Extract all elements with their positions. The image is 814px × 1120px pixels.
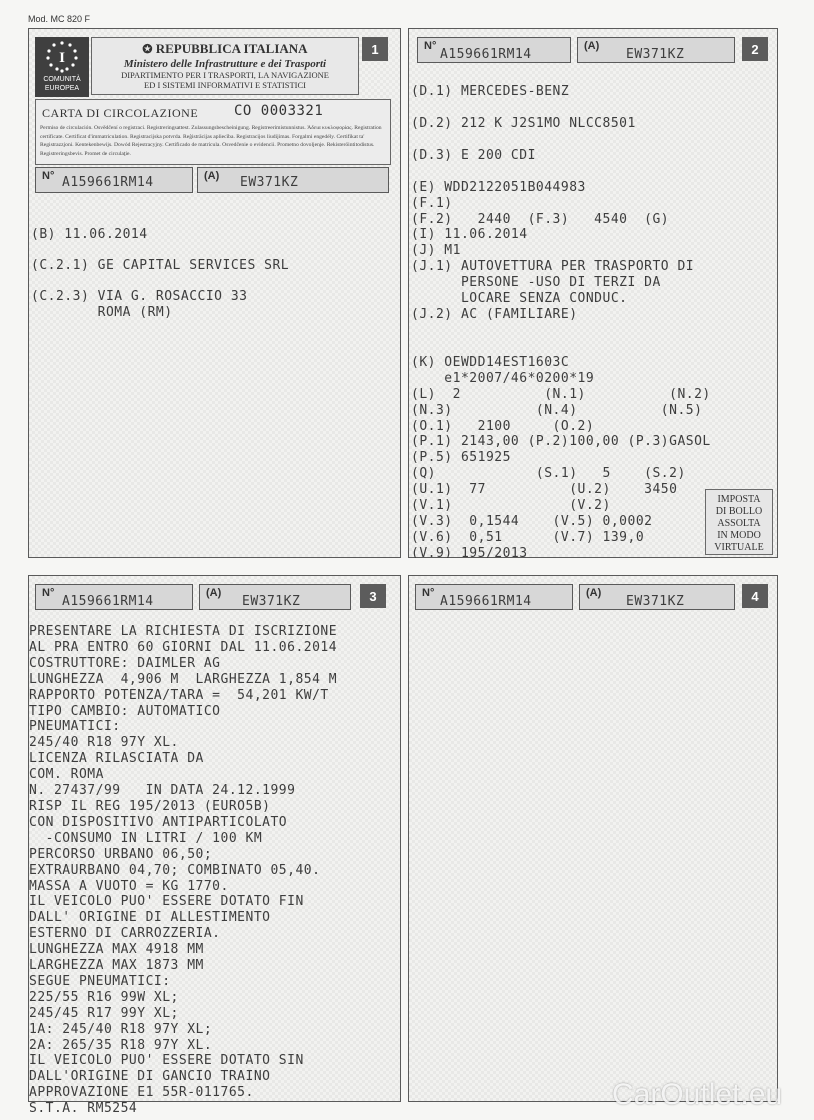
note-line: CON DISPOSITIVO ANTIPARTICOLATO xyxy=(29,814,288,830)
field-line: (V.3) 0,1544 (V.5) 0,0002 xyxy=(411,513,653,529)
field-line: (P.1) 2143,00 (P.2)100,00 (P.3)GASOL xyxy=(411,434,711,450)
note-line: ESTERNO DI CARROZZERIA. xyxy=(29,926,221,942)
panel-number-badge: 4 xyxy=(742,584,768,608)
model-label: Mod. MC 820 F xyxy=(28,14,91,24)
plate-label: (A) xyxy=(586,587,602,599)
note-line: IL VEICOLO PUO' ESSERE DOTATO SIN xyxy=(29,1053,304,1069)
field-line: (P.5) 651925 xyxy=(411,450,511,466)
field-line: (D.1) MERCEDES-BENZ xyxy=(411,84,570,99)
registration-number: A159661RM14 xyxy=(440,594,532,609)
document-number: CO 0003321 xyxy=(234,103,324,119)
registration-number: A159661RM14 xyxy=(62,594,154,609)
field-line: (I) 11.06.2014 xyxy=(411,227,528,243)
field-line: (V.9) 195/2013 xyxy=(411,545,528,558)
registration-number-box xyxy=(415,584,573,610)
note-line: DALL'ORIGINE DI GANCIO TRAINO xyxy=(29,1069,271,1085)
note-line: 225/55 R16 99W XL; xyxy=(29,989,179,1005)
field-line: (C.2.3) VIA G. ROSACCIO 33 xyxy=(31,288,248,304)
department-line-2: ED I SISTEMI INFORMATIVI E STATISTICI xyxy=(144,80,306,90)
field-line: ROMA (RM) xyxy=(31,304,173,320)
plate-box xyxy=(577,37,735,63)
field-line xyxy=(411,339,711,355)
field-line xyxy=(31,243,289,258)
notes-text xyxy=(29,624,337,1117)
field-line: (V.1) (V.2) xyxy=(411,498,611,514)
eu-country-letter: I xyxy=(59,50,65,66)
plate-box xyxy=(199,584,351,610)
note-line: MASSA A VUOTO = KG 1770. xyxy=(29,878,229,894)
registration-number-label: N° xyxy=(422,587,435,599)
department-line-1: DIPARTIMENTO PER I TRASPORTI, LA NAVIGAZIONE xyxy=(121,70,329,80)
holder-fields xyxy=(31,227,289,321)
field-line: (F.1) xyxy=(411,195,453,211)
field-line: (Q) (S.1) 5 (S.2) xyxy=(411,466,686,482)
stamp-line: ASSOLTA xyxy=(717,518,761,529)
ministry-header xyxy=(91,37,359,95)
note-line: RISP IL REG 195/2013 (EURO5B) xyxy=(29,798,271,814)
field-line xyxy=(411,100,711,116)
field-line xyxy=(411,164,711,180)
panel-4 xyxy=(408,575,778,1102)
plate-number: EW371KZ xyxy=(240,175,299,190)
stamp-line: IN MODO xyxy=(717,530,761,541)
note-line: APPROVAZIONE E1 55R-011765. xyxy=(29,1085,254,1101)
registration-number-box xyxy=(35,167,193,193)
note-line: IL VEICOLO PUO' ESSERE DOTATO FIN xyxy=(29,894,304,910)
plate-label: (A) xyxy=(206,587,222,599)
note-line: DALL' ORIGINE DI ALLESTIMENTO xyxy=(29,910,271,926)
field-line: (B) 11.06.2014 xyxy=(31,227,148,242)
note-line: 1A: 245/40 R18 97Y XL; xyxy=(29,1021,213,1037)
note-line: LUNGHEZZA 4,906 M LARGHEZZA 1,854 M xyxy=(29,671,338,687)
field-line: (L) 2 (N.1) (N.2) xyxy=(411,386,711,402)
field-line: (J.2) AC (FAMILIARE) xyxy=(411,306,578,322)
plate-number: EW371KZ xyxy=(626,594,685,609)
note-line: LARGHEZZA MAX 1873 MM xyxy=(29,958,204,974)
plate-box xyxy=(579,584,735,610)
note-line: EXTRAURBANO 04,70; COMBINATO 05,40. xyxy=(29,862,321,878)
registration-number: A159661RM14 xyxy=(440,47,532,62)
field-line: PERSONE -USO DI TERZI DA xyxy=(411,275,661,291)
registration-block xyxy=(35,99,391,165)
eu-line-1: COMUNITÀ xyxy=(43,76,81,83)
panel-3 xyxy=(28,575,401,1117)
note-line: 245/45 R17 99Y XL; xyxy=(29,1005,179,1021)
field-line: (J) M1 xyxy=(411,243,461,259)
eu-emblem xyxy=(35,37,89,97)
note-line: RAPPORTO POTENZA/TARA = 54,201 KW/T xyxy=(29,687,329,703)
stamp-line: IMPOSTA xyxy=(717,494,761,505)
plate-label: (A) xyxy=(584,40,600,52)
note-line: PNEUMATICI: xyxy=(29,719,121,735)
field-line: (N.3) (N.4) (N.5) xyxy=(411,402,703,418)
plate-number: EW371KZ xyxy=(626,47,685,62)
field-line: (J.1) AUTOVETTURA PER TRASPORTO DI xyxy=(411,259,695,275)
plate-label: (A) xyxy=(204,170,220,182)
note-line: PERCORSO URBANO 06,50; xyxy=(29,846,213,862)
registration-number: A159661RM14 xyxy=(62,175,154,190)
field-line: (V.6) 0,51 (V.7) 139,0 xyxy=(411,529,645,545)
republic-title: REPUBBLICA ITALIANA xyxy=(155,41,308,56)
registration-number-box xyxy=(35,584,193,610)
note-line: PRESENTARE LA RICHIESTA DI ISCRIZIONE xyxy=(29,624,338,639)
note-line: LUNGHEZZA MAX 4918 MM xyxy=(29,942,204,958)
field-line xyxy=(411,323,711,339)
stamp-duty-box xyxy=(705,489,773,555)
document-title: CARTA DI CIRCOLAZIONE xyxy=(42,106,199,120)
panel-number-badge: 1 xyxy=(362,37,388,61)
panel-number-badge: 3 xyxy=(360,584,386,608)
note-line: N. 27437/99 IN DATA 24.12.1999 xyxy=(29,783,296,799)
field-line xyxy=(31,274,289,289)
note-line: -CONSUMO IN LITRI / 100 KM xyxy=(29,830,263,846)
field-line: e1*2007/46*0200*19 xyxy=(411,370,595,386)
panel-1 xyxy=(28,28,401,558)
note-line: S.T.A. RM5254 xyxy=(29,1101,138,1117)
eu-stars-icon xyxy=(35,37,89,75)
field-line: (D.2) 212 K J2S1MO NLCC8501 xyxy=(411,115,636,131)
field-line: (K) OEWDD14EST1603C xyxy=(411,354,570,370)
registration-number-label: N° xyxy=(42,587,55,599)
plate-number: EW371KZ xyxy=(242,594,301,609)
vehicle-fields xyxy=(411,84,711,558)
note-line: 2A: 265/35 R18 97Y XL. xyxy=(29,1037,213,1053)
note-line: LICENZA RILASCIATA DA xyxy=(29,751,204,767)
eu-line-2: EUROPEA xyxy=(44,85,80,92)
field-line: LOCARE SENZA CONDUC. xyxy=(411,291,628,307)
note-line: TIPO CAMBIO: AUTOMATICO xyxy=(29,703,221,719)
republic-seal-icon: ✪ xyxy=(142,42,153,56)
ministry-name: Ministero delle Infrastrutture e dei Trasporti xyxy=(123,58,327,70)
plate-box xyxy=(197,167,389,193)
note-line: AL PRA ENTRO 60 GIORNI DAL 11.06.2014 xyxy=(29,639,338,655)
field-line: (F.2) 2440 (F.3) 4540 (G) xyxy=(411,211,670,227)
stamp-line: DI BOLLO xyxy=(715,506,763,517)
field-line: (U.1) 77 (U.2) 3450 xyxy=(411,482,678,498)
stamp-line: VIRTUALE xyxy=(714,542,764,553)
panel-2 xyxy=(408,28,778,558)
registration-number-label: N° xyxy=(424,40,437,52)
registration-number-label: N° xyxy=(42,170,55,182)
registration-number-box xyxy=(417,37,571,63)
note-line: COSTRUTTORE: DAIMLER AG xyxy=(29,655,221,671)
field-line xyxy=(411,132,711,148)
note-line: COM. ROMA xyxy=(29,767,104,783)
field-line: (C.2.1) GE CAPITAL SERVICES SRL xyxy=(31,257,290,273)
note-line: 245/40 R18 97Y XL. xyxy=(29,735,179,751)
field-line: (E) WDD2122051B044983 xyxy=(411,179,586,195)
watermark: CarOutlet.eu xyxy=(612,1078,783,1111)
field-line: (D.3) E 200 CDI xyxy=(411,147,536,163)
multilingual-title: Permiso de circulación. Osvědčení o registraci. Registreringsattest. Zulassungsbescheinigung. Registreerimistunnistus. Άδεια κυκλοφορίας. Registration certificate. Certificat d'immatriculation. Registracijska potvrda. Reģistrācijas apliecība. Registracijos liudijimas. Forgalmi engedély. Certifikat ta' Registrazzjoni. Kentekenbewijs. Dowód Rejestracyjny. Certificado de matrícula. Osvedčenie o evidencii. Prometno dovoljenje. Rekisteröintitodistus. Registreringsbevis. Promet de circulaţie. xyxy=(40,125,382,157)
note-line: SEGUE PNEUMATICI: xyxy=(29,973,171,989)
field-line: (O.1) 2100 (O.2) xyxy=(411,418,595,434)
panel-number-badge: 2 xyxy=(742,37,768,61)
